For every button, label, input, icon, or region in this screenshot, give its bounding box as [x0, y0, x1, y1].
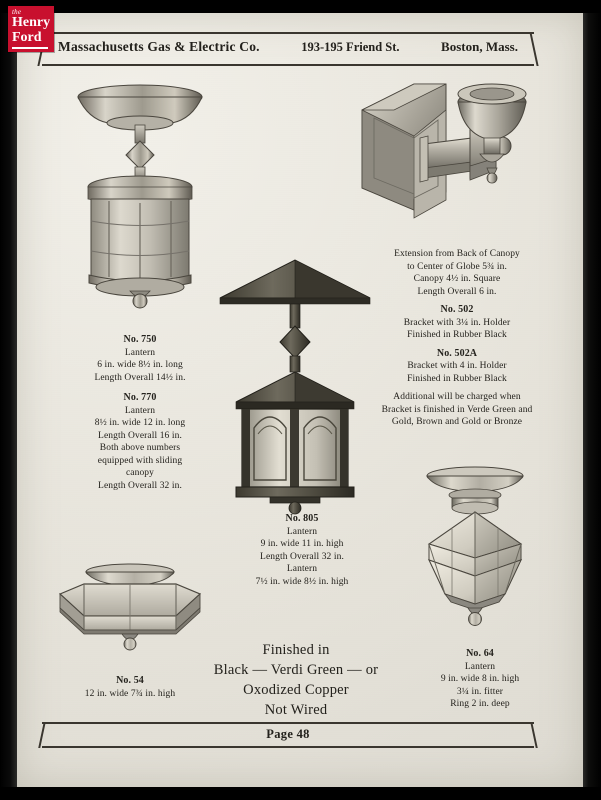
caption-805-number: No. 805: [285, 513, 319, 524]
caption-64-ring: Ring 2 in. deep: [450, 699, 510, 709]
caption-805-dims: 9 in. wide 11 in. high: [260, 539, 344, 549]
caption-502-add1: Additional will be charged when: [393, 392, 521, 402]
bracket-502-illustration: [352, 72, 542, 252]
finish-note-line3: Oxodized Copper: [243, 682, 349, 698]
caption-770-note4: Length Overall 32 in.: [98, 480, 182, 491]
company-address: 193-195 Friend St.: [301, 40, 400, 54]
caption-502: [372, 248, 542, 429]
the-henry-ford-logo: [8, 6, 54, 52]
finish-note-line4: Not Wired: [264, 702, 328, 718]
caption-770-note2: equipped with sliding: [97, 455, 183, 466]
caption-770: [60, 392, 220, 492]
logo-underline: [12, 47, 48, 49]
caption-54-dims: 12 in. wide 7¾ in. high: [84, 688, 176, 699]
header-rule-bottom: [42, 64, 534, 66]
finish-note-line2: Black — Verdi Green — or: [213, 662, 379, 678]
caption-750-number: No. 750: [123, 334, 157, 345]
footer-rule-top: [42, 722, 534, 724]
logo-henry-text: Henry: [12, 15, 51, 30]
caption-502-ext2: to Center of Globe 5¾ in.: [407, 261, 507, 272]
caption-502-add3: Gold, Brown and Gold or Bronze: [391, 417, 523, 427]
caption-502a-desc2: Finished in Rubber Black: [407, 373, 507, 384]
book-gutter-right: [583, 0, 601, 800]
caption-770-number: No. 770: [123, 392, 157, 403]
caption-770-type: Lantern: [124, 405, 156, 416]
page-edge-bottom: [0, 787, 601, 800]
caption-64-fitter: 3¼ in. fitter: [456, 686, 504, 697]
caption-64-type: Lantern: [464, 661, 496, 672]
caption-64: [405, 648, 555, 711]
finish-note-line1: Finished in: [262, 642, 330, 658]
figure-lantern-805: [214, 252, 389, 517]
caption-770-note3: canopy: [125, 468, 155, 478]
caption-502-ext3: Canopy 4½ in. Square: [413, 274, 501, 284]
page-edge-top: [0, 0, 601, 13]
caption-770-note1: Both above numbers: [99, 443, 181, 453]
logo-the-text: the: [12, 8, 22, 16]
caption-805: [222, 513, 382, 588]
caption-750-dims: 6 in. wide 8½ in. long: [97, 360, 183, 370]
caption-770-length: Length Overall 16 in.: [98, 430, 182, 441]
caption-805-dims2: 7½ in. wide 8½ in. high: [255, 576, 349, 587]
caption-502-number: No. 502: [440, 304, 474, 315]
caption-502-ext4: Length Overall 6 in.: [417, 286, 497, 297]
page-footer: [42, 722, 534, 748]
caption-805-length: Length Overall 32 in.: [260, 551, 344, 562]
caption-502-desc1: Bracket with 3¼ in. Holder: [403, 317, 511, 328]
caption-502-desc2: Finished in Rubber Black: [407, 330, 507, 340]
finish-note: [196, 640, 396, 720]
company-name: Massachusetts Gas & Electric Co.: [58, 39, 260, 54]
figure-bracket-502: [352, 72, 542, 252]
footer-rule-bottom: [42, 746, 534, 748]
caption-805-type: Lantern: [286, 526, 318, 537]
caption-54: [55, 675, 205, 700]
caption-770-dims: 8½ in. wide 12 in. long: [94, 418, 186, 428]
header-rule-top: [42, 32, 534, 34]
caption-54-number: No. 54: [116, 675, 144, 686]
header-row: [58, 39, 518, 55]
company-city: Boston, Mass.: [441, 39, 518, 54]
figure-fixture-54: [42, 560, 217, 675]
lantern-750-illustration: [45, 75, 235, 330]
page-number: Page 48: [266, 727, 310, 741]
lantern-805-illustration: [214, 252, 389, 517]
logo-ford-text: Ford: [12, 30, 42, 45]
caption-750: [60, 334, 220, 384]
caption-64-dims: 9 in. wide 8 in. high: [440, 674, 520, 684]
caption-502a-desc1: Bracket with 4 in. Holder: [407, 361, 507, 371]
caption-750-length: Length Overall 14½ in.: [94, 372, 186, 383]
page-header: [42, 32, 534, 66]
book-gutter-left: [0, 0, 17, 800]
caption-64-number: No. 64: [466, 648, 494, 659]
figure-fixture-64: [390, 462, 560, 652]
caption-502-add2: Bracket is finished in Verde Green and: [381, 404, 533, 415]
fixture-54-illustration: [42, 560, 217, 675]
caption-750-type: Lantern: [124, 347, 156, 358]
figure-lantern-750: [45, 75, 235, 330]
caption-805-type2: Lantern: [286, 564, 318, 574]
caption-502-ext1: Extension from Back of Canopy: [394, 249, 520, 259]
fixture-64-illustration: [390, 462, 560, 652]
caption-502a-number: No. 502A: [436, 347, 478, 359]
